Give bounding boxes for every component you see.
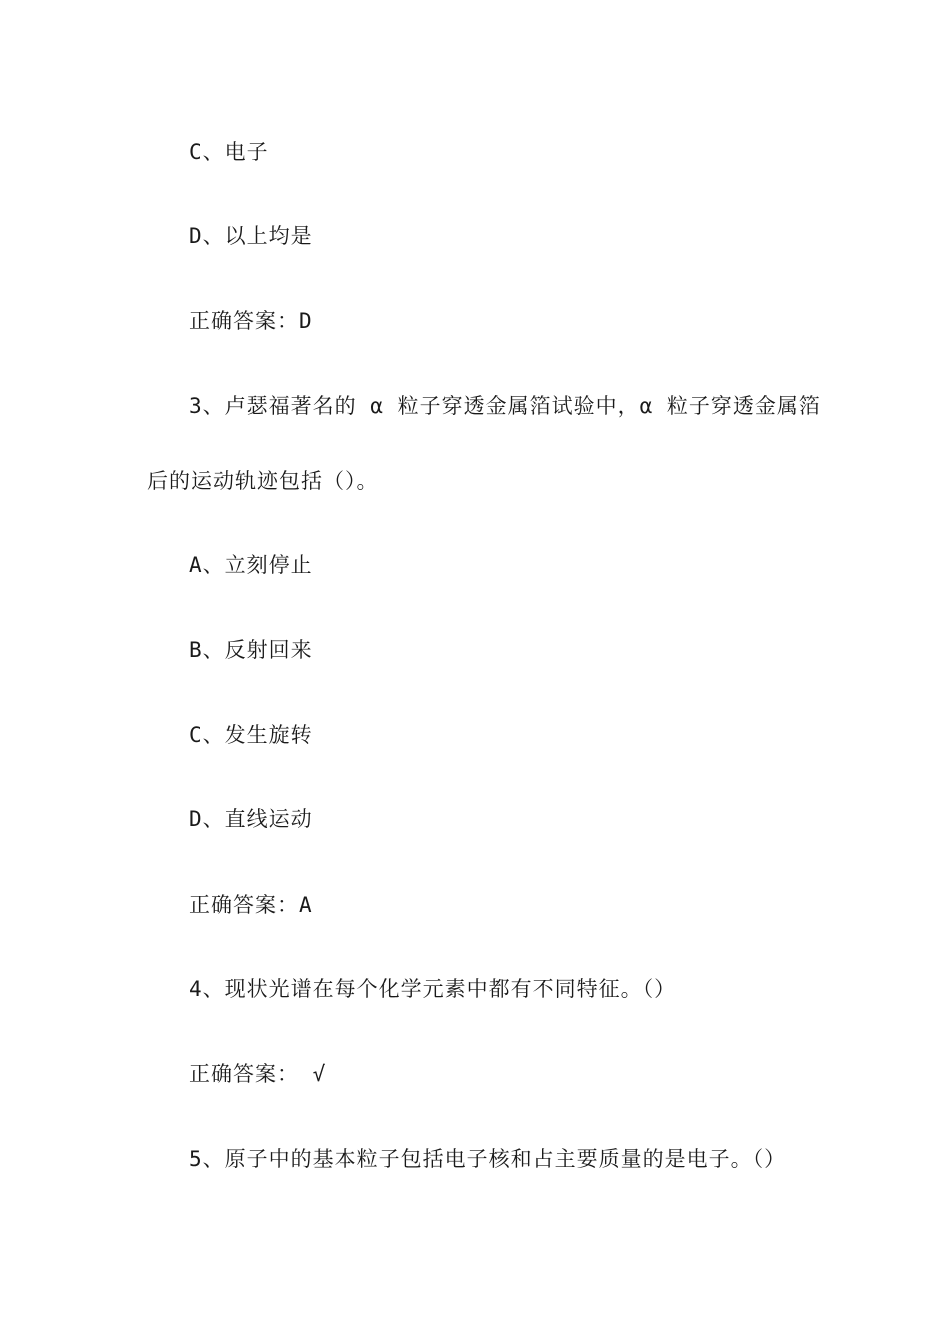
q2-answer: 正确答案：D xyxy=(189,309,313,333)
q3-option-a: A、立刻停止 xyxy=(189,553,313,577)
q4-question: 4、现状光谱在每个化学元素中都有不同特征。（） xyxy=(189,977,677,1001)
q3-option-d: D、直线运动 xyxy=(189,807,313,831)
q4-answer: 正确答案： √ xyxy=(189,1062,327,1086)
q3-question-line-2: 后的运动轨迹包括（）。 xyxy=(147,469,379,493)
q3-option-b: B、反射回来 xyxy=(189,638,313,662)
q2-option-c: C、电子 xyxy=(189,140,269,164)
q3-answer: 正确答案：A xyxy=(189,893,313,917)
q2-option-d: D、以上均是 xyxy=(189,224,313,248)
q3-question-line-1: 3、卢瑟福著名的 α 粒子穿透金属箔试验中，α 粒子穿透金属箔 xyxy=(189,394,821,418)
q3-option-c: C、发生旋转 xyxy=(189,723,313,747)
q5-question: 5、原子中的基本粒子包括电子核和占主要质量的是电子。（） xyxy=(189,1147,787,1171)
